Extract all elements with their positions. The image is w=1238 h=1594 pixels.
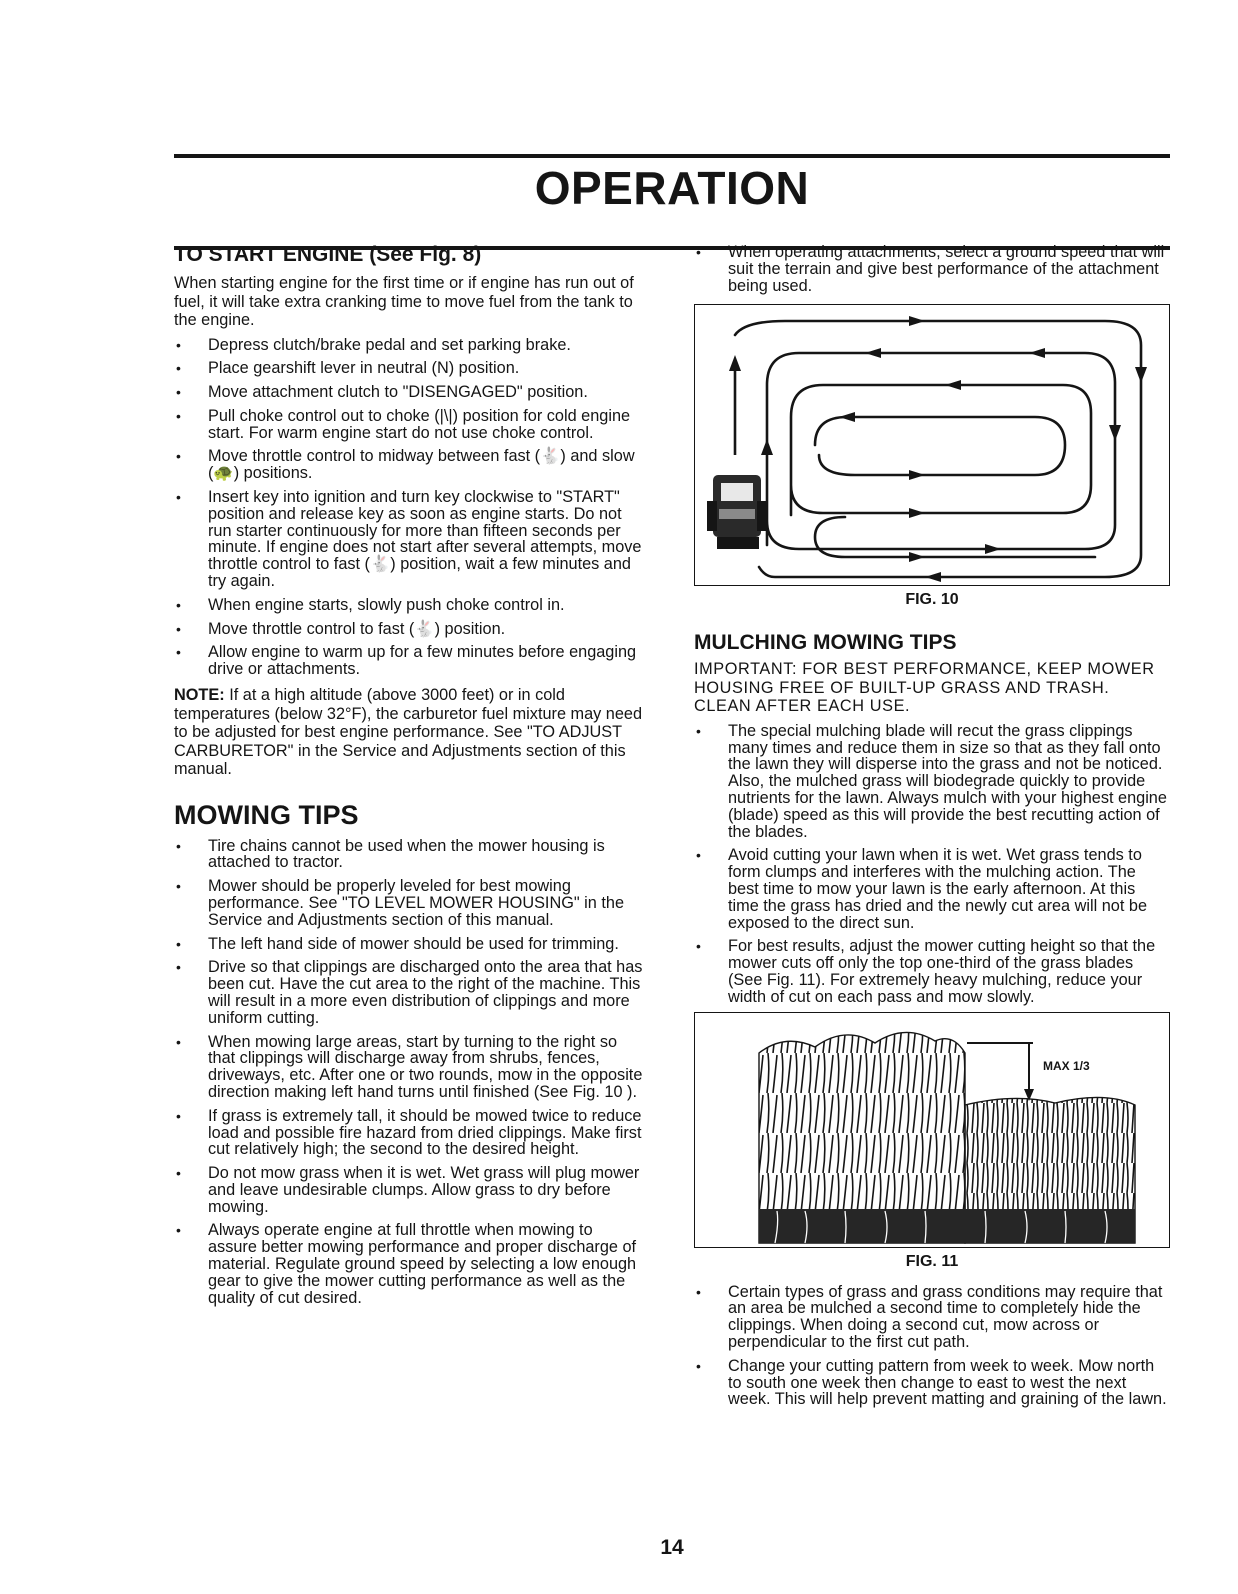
attachments-tip-list [694, 244, 1170, 294]
list-item: • Tire chains cannot be used when the mower housing is attached to tractor. [174, 838, 646, 872]
list-item: • The left hand side of mower should be used for trimming. [174, 936, 646, 953]
max-one-third-label: MAX 1/3 [1043, 1058, 1090, 1073]
start-engine-heading: TO START ENGINE (See Fig. 8) [174, 243, 482, 266]
header-rule-top [174, 154, 1170, 158]
tractor-icon [707, 475, 767, 549]
right-column [694, 240, 1170, 1408]
fig-11-caption: FIG. 11 [905, 1252, 959, 1270]
mulching-more-list [694, 1284, 1170, 1409]
mulching-heading: MULCHING MOWING TIPS [694, 631, 957, 655]
grass-illustration [695, 1013, 1169, 1247]
list-item: • Pull choke control out to choke (|\|) position for cold engine start. For warm engine start do not use choke control. [174, 408, 646, 442]
start-engine-intro: When starting engine for the first time or if engine has run out of fuel, it will take extra cranking time to move fuel from the tank to the engine. [174, 274, 634, 329]
list-item: • If grass is extremely tall, it should be mowed twice to reduce load and possible fire hazard from dried clippings. Make first cut relatively high; the second to the desired height. [174, 1108, 646, 1158]
list-item: • Certain types of grass and grass conditions may require that an area be mulched a second time to completely hide the clippings. When doing a second cut, mow across or perpendicular to the first cut path. [694, 1284, 1170, 1351]
list-item: • Drive so that clippings are discharged onto the area that has been cut. Have the cut area to the right of the machine. This will result in a more even distribution of clippings and more uniform cutting. [174, 959, 646, 1026]
list-item: • Move throttle control to fast (🐇) position. [174, 621, 646, 638]
left-column [174, 240, 646, 1306]
list-item: • The special mulching blade will recut the grass clippings many times and reduce them in size so that as they fall onto the lawn they will disperse into the grass and not be noticed. Also, the mulched grass will biodegrade quickly to provide nutrients for the lawn. Always mulch with your highest engine (blade) speed as this will provide the best recutting action of the blades. [694, 723, 1170, 841]
fig-10-caption: FIG. 10 [905, 591, 959, 609]
mulching-tips-list [694, 723, 1170, 1006]
page-title: OPERATION [534, 162, 810, 214]
list-item: • For best results, adjust the mower cutting height so that the mower cuts off only the top one-third of the grass blades (See Fig. 11). For extremely heavy mulching, reduce your width of cut on each pass and mow slowly. [694, 938, 1170, 1005]
list-item: • When operating attachments, select a ground speed that will suit the terrain and give best performance of the attachment being used. [694, 244, 1170, 294]
list-item: • Do not mow grass when it is wet. Wet grass will plug mower and leave undesirable clumps. Allow grass to dry before mowing. [174, 1165, 646, 1215]
mulching-important: IMPORTANT: FOR BEST PERFORMANCE, KEEP MOWER HOUSING FREE OF BUILT-UP GRASS AND TRASH. CLEAN AFTER EACH USE. [694, 660, 1155, 716]
list-item: • Place gearshift lever in neutral (N) position. [174, 360, 646, 377]
list-item: • Always operate engine at full throttle when mowing to assure better mowing performance and proper discharge of material. Regulate ground speed by selecting a low enough gear to give the mower cutting performance as well as the quality of cut desired. [174, 1222, 646, 1306]
fig-11-grass-height [694, 1012, 1170, 1248]
page-number: 14 [660, 1536, 684, 1559]
list-item: • Move throttle control to midway between fast (🐇) and slow (🐢) positions. [174, 448, 646, 482]
list-item: • When engine starts, slowly push choke control in. [174, 597, 646, 614]
mowing-tips-list [174, 838, 646, 1307]
mowing-tips-heading: MOWING TIPS [174, 799, 359, 830]
list-item: • Avoid cutting your lawn when it is wet. Wet grass tends to form clumps and interferes with the mulching action. The best time to mow your lawn is the early afternoon. At this time the grass has dried and the newly cut area will not be exposed to the direct sun. [694, 847, 1170, 931]
fig-10-mowing-pattern [694, 304, 1170, 586]
list-item: • Move attachment clutch to "DISENGAGED" position. [174, 384, 646, 401]
start-engine-steps [174, 337, 646, 679]
list-item: • Mower should be properly leveled for best mowing performance. See "TO LEVEL MOWER HOUSING" in the Service and Adjustments section of this manual. [174, 878, 646, 928]
note-label: NOTE: [174, 686, 225, 705]
note-paragraph [174, 686, 646, 779]
list-item: • Depress clutch/brake pedal and set parking brake. [174, 337, 646, 354]
list-item: • Insert key into ignition and turn key clockwise to "START" position and release key as soon as engine starts. Do not run starter continuously for more than fifteen seconds per minute. If engine does not start after several attempts, move throttle control to fast (🐇) position, wait a few minutes and try again. [174, 489, 646, 590]
list-item: • Allow engine to warm up for a few minutes before engaging drive or attachments. [174, 644, 646, 678]
list-item: • When mowing large areas, start by turning to the right so that clippings will discharge away from shrubs, fences, driveways, etc. After one or two rounds, mow in the opposite direction making left hand turns until finished (See Fig. 10 ). [174, 1034, 646, 1101]
list-item: • Change your cutting pattern from week to week. Mow north to south one week then change to east to west the next week. This will help prevent matting and graining of the lawn. [694, 1358, 1170, 1408]
mowing-pattern-diagram [695, 305, 1169, 585]
note-text: If at a high altitude (above 3000 feet) or in cold temperatures (below 32°F), the carburetor fuel mixture may need to be adjusted for best engine performance. See "TO ADJUST CARBURETOR" in the Service and Adjustments section of this manual. [174, 686, 643, 779]
